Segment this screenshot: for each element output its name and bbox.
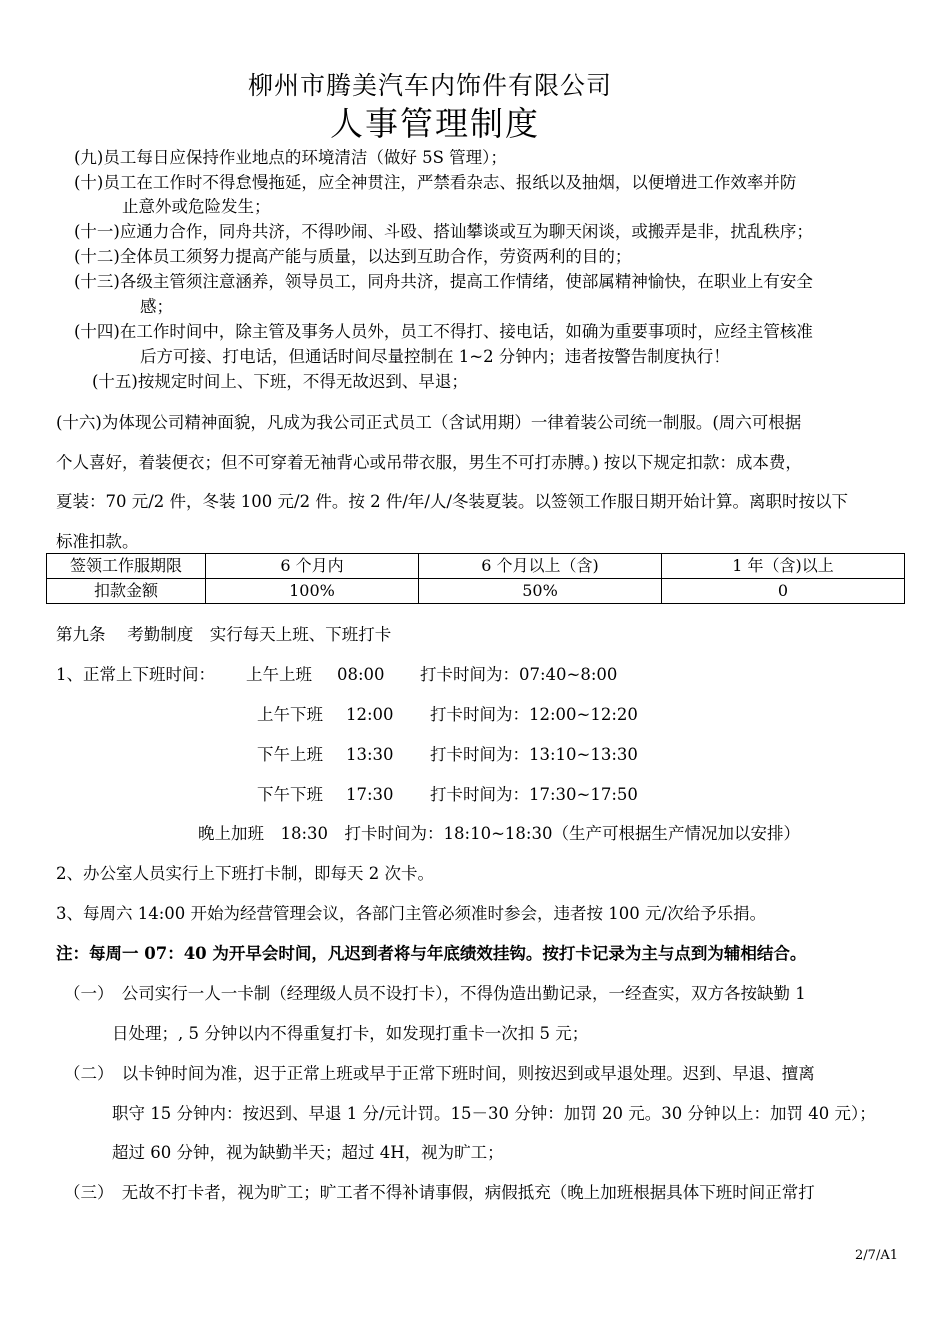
attendance-item-2: 2、办公室人员实行上下班打卡制，即每天 2 次卡。 <box>56 864 434 883</box>
table-cell: 100% <box>206 579 419 604</box>
schedule-clock: 打卡时间为：07:40~8:00 <box>420 665 618 684</box>
schedule-time: 08:00 <box>337 665 385 684</box>
uniform-deduction-table <box>46 553 905 604</box>
clause-2-line3: 超过 60 分钟，视为缺勤半天；超过 4H，视为旷工； <box>112 1143 504 1162</box>
rule-10-line2: 止意外或危险发生； <box>122 197 271 216</box>
schedule-time: 12:00 <box>346 705 394 724</box>
clause-2-line2: 职守 15 分钟内：按迟到、早退 1 分/元计罚。15－30 分钟：加罚 20 元。30 分钟以上：加罚 40 元）； <box>112 1104 876 1123</box>
rule-14-line1: (十四)在工作时间中，除主管及事务人员外，员工不得打、接电话，如确为重要事项时，应经主管核准 <box>74 322 813 341</box>
rule-14-line2: 后方可接、打电话，但通话时间尽量控制在 1~2 分钟内；违者按警告制度执行！ <box>140 347 730 366</box>
schedule-name: 上午上班 <box>246 665 312 684</box>
company-name: 柳州市腾美汽车内饰件有限公司 <box>247 71 612 100</box>
schedule-time: 13:30 <box>346 745 394 764</box>
rule-16-line2: 个人喜好，着装便衣；但不可穿着无袖背心或吊带衣服，男生不可打赤膊。) 按以下规定扣款：成本费， <box>56 453 802 472</box>
attendance-item-3: 3、每周六 14:00 开始为经营管理会议，各部门主管必须准时参会，违者按 100 元/次给予乐捐。 <box>56 904 767 923</box>
attendance-note: 注：每周一 07：40 为开早会时间，凡迟到者将与年底绩效挂钩。按打卡记录为主与点到为辅相结合。 <box>56 944 807 963</box>
overtime-schedule: 晚上加班 18:30 打卡时间为：18:10~18:30（生产可根据生产情况加以安排） <box>198 824 800 843</box>
schedule-clock: 打卡时间为：17:30~17:50 <box>430 785 638 804</box>
rule-16-line4: 标准扣款。 <box>56 532 139 551</box>
table-cell: 扣款金额 <box>47 579 206 604</box>
rule-9: (九)员工每日应保持作业地点的环境清洁（做好 5S 管理）； <box>74 148 507 167</box>
table-header-cell: 6 个月内 <box>206 554 419 579</box>
rule-12: (十二)全体员工须努力提高产能与质量，以达到互助合作，劳资两利的目的； <box>74 247 632 266</box>
schedule-label: 1、正常上下班时间： <box>56 665 215 684</box>
table-header-cell: 6 个月以上（含) <box>419 554 662 579</box>
rule-10-line1: (十)员工在工作时不得怠慢拖延，应全神贯注，严禁看杂志、报纸以及抽烟，以便增进工作效率并防 <box>74 173 797 192</box>
rule-16-line1: (十六)为体现公司精神面貌，凡成为我公司正式员工（含试用期）一律着装公司统一制服。(周六可根据 <box>56 413 802 432</box>
schedule-name: 下午上班 <box>257 745 323 764</box>
schedule-clock: 打卡时间为：13:10~13:30 <box>430 745 638 764</box>
table-row <box>47 579 905 604</box>
clause-2-line1: （二） 以卡钟时间为准，迟于正常上班或早于正常下班时间，则按迟到或早退处理。迟到、早退、擅离 <box>64 1064 815 1083</box>
clause-1-line2: 日处理；, 5 分钟以内不得重复打卡，如发现打重卡一次扣 5 元； <box>112 1024 589 1043</box>
document-title: 人事管理制度 <box>330 104 540 143</box>
table-cell: 0 <box>662 579 905 604</box>
clause-3-line1: （三） 无故不打卡者，视为旷工；旷工者不得补请事假，病假抵充（晚上加班根据具体下班时间正常打 <box>64 1183 815 1202</box>
schedule-name: 上午下班 <box>257 705 323 724</box>
schedule-name: 下午下班 <box>257 785 323 804</box>
table-header-cell: 1 年（含)以上 <box>662 554 905 579</box>
table-cell: 50% <box>419 579 662 604</box>
schedule-clock: 打卡时间为：12:00~12:20 <box>430 705 638 724</box>
page-number: 2/7/A1 <box>855 1248 898 1263</box>
rule-13-line1: (十三)各级主管须注意涵养，领导员工，同舟共济，提高工作情绪，使部属精神愉快，在职业上有安全 <box>74 272 813 291</box>
article-9-heading: 第九条 考勤制度 实行每天上班、下班打卡 <box>56 625 392 644</box>
rule-11: (十一)应通力合作，同舟共济，不得吵闹、斗殴、搭讪攀谈或互为聊天闲谈，或搬弄是非，扰乱秩序； <box>74 222 813 241</box>
table-header-cell: 签领工作服期限 <box>47 554 206 579</box>
rule-16-line3: 夏装：70 元/2 件，冬装 100 元/2 件。按 2 件/年/人/冬装夏装。以签领工作服日期开始计算。离职时按以下 <box>56 492 848 511</box>
rule-13-line2: 感； <box>140 297 173 316</box>
table-row <box>47 554 905 579</box>
rule-15: (十五)按规定时间上、下班，不得无故迟到、早退； <box>92 372 468 391</box>
schedule-time: 17:30 <box>346 785 394 804</box>
clause-1-line1: （一） 公司实行一人一卡制（经理级人员不设打卡），不得伪造出勤记录，一经查实，双方各按缺勤 1 <box>64 984 806 1003</box>
